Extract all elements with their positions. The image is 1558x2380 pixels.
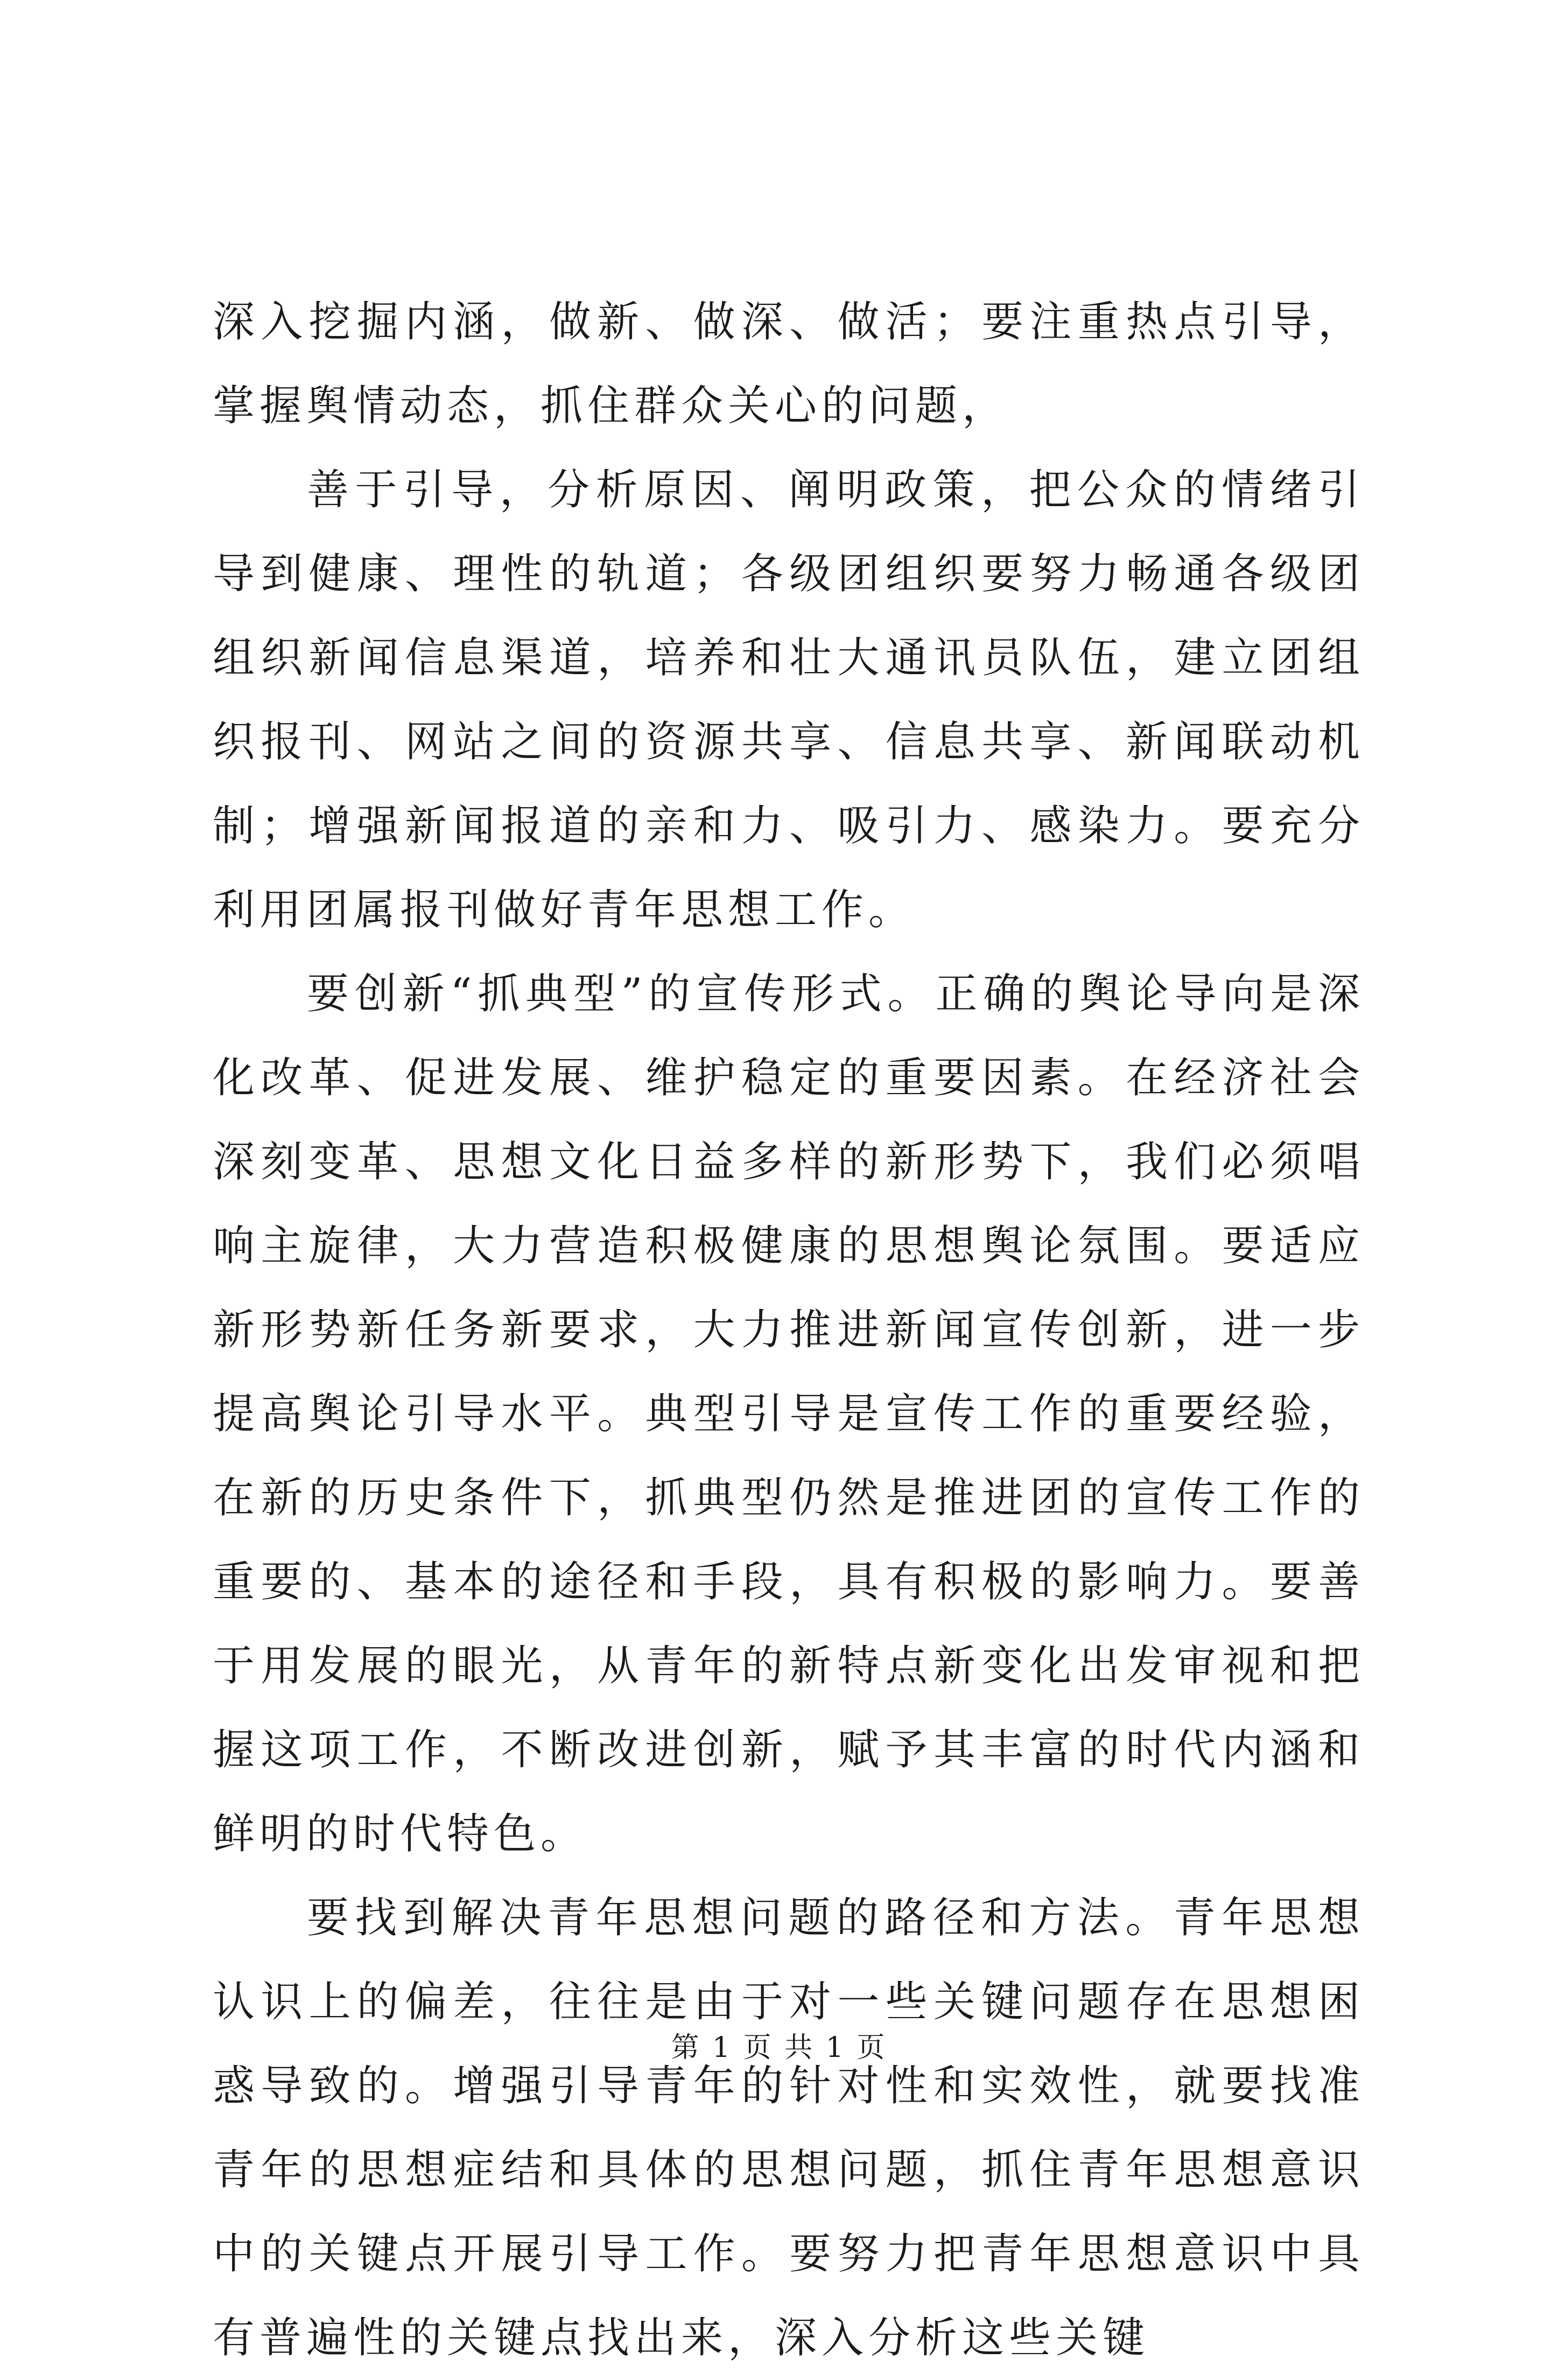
page-number-footer: 第 1 页 共 1 页 <box>671 2032 887 2064</box>
paragraph: 深入挖掘内涵，做新、做深、做活；要注重热点引导，掌握舆情动态，抓住群众关心的问题， <box>213 298 1365 430</box>
paragraph: 要创新“抓典型”的宣传形式。正确的舆论导向是深化改革、促进发展、维护稳定的重要因素。在经济社会深刻变革、思想文化日益多样的新形势下，我们必须唱响主旋律，大力营造积极健康的思想舆论氛围。要适应新形势新任务新要求，大力推进新闻宣传创新，进一步提高舆论引导水平。典型引导是宣传工作的重要经验，在新的历史条件下，抓典型仍然是推进团的宣传工作的重要的、基本的途径和手段，具有积极的影响力。要善于用发展的眼光，从青年的新特点新变化出发审视和把握这项工作，不断改进创新，赋予其丰富的时代内涵和鲜明的时代特色。 <box>213 970 1365 1858</box>
paragraph: 善于引导，分析原因、阐明政策，把公众的情绪引导到健康、理性的轨道；各级团组织要努力畅通各级团组织新闻信息渠道，培养和壮大通讯员队伍，建立团组织报刊、网站之间的资源共享、信息共享、新闻联动机制；增强新闻报道的亲和力、吸引力、感染力。要充分利用团属报刊做好青年思想工作。 <box>213 466 1365 934</box>
paragraph: 要找到解决青年思想问题的路径和方法。青年思想认识上的偏差，往往是由于对一些关键问题存在思想困惑导致的。增强引导青年的针对性和实效性，就要找准青年的思想症结和具体的思想问题，抓住青年思想意识中的关键点开展引导工作。要努力把青年思想意识中具有普遍性的关键点找出来，深入分析这些关键 <box>213 1894 1365 2362</box>
